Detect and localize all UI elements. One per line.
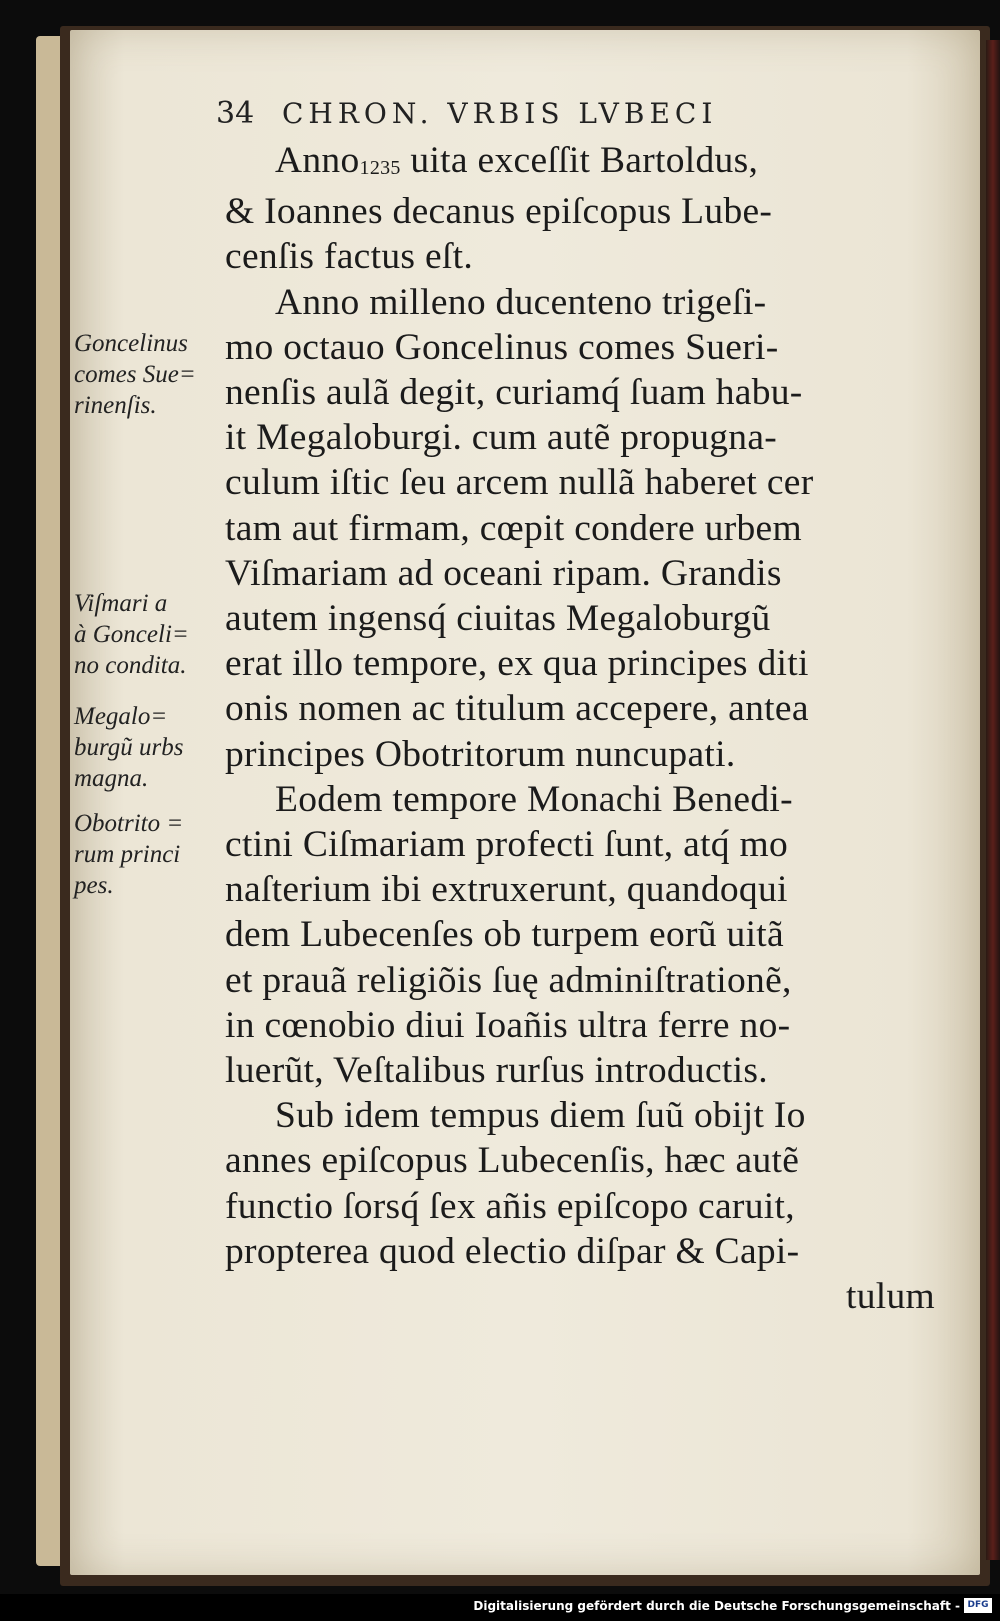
text-line-content: nenſis aulã degit, curiamq́ ſuam habu- [225, 372, 803, 414]
text-line-content: luerũt, Veſtalibus rurſus introductis. [225, 1050, 768, 1092]
text-line-content: et prauã religiõis ſuę adminiſtrationẽ, [225, 959, 792, 1001]
year-numeral: 1235 [359, 157, 401, 179]
text-line [225, 1184, 935, 1229]
text-line-content: Eodem tempore Monachi Benedi- [275, 778, 793, 820]
text-line [225, 1003, 935, 1048]
text-line-content: Sub idem tempus diem ſuũ obijt Io [275, 1095, 806, 1137]
margin-note-line: pes. [74, 872, 114, 899]
margin-note-line: rum princi [74, 841, 181, 868]
text-line-content: functio ſorsq́ ſex añis epiſcopo caruit, [225, 1185, 795, 1227]
text-line [225, 370, 935, 415]
text-line [225, 1138, 935, 1183]
text-line-content: Anno milleno ducenteno trigeſi- [275, 281, 767, 323]
text-line-content: in cœnobio diui Ioañis ultra ferre no- [225, 1004, 791, 1046]
text-line-content: uita exceſſit Bartoldus, [400, 140, 759, 181]
margin-note-line: Goncelinus [74, 330, 188, 357]
running-title: CHRON. VRBIS LVBECI [282, 97, 718, 130]
text-line [225, 138, 935, 189]
margin-note-obotriti [74, 808, 224, 901]
text-line [225, 596, 935, 641]
text-line [225, 686, 935, 731]
text-line [225, 280, 935, 325]
text-line-content: erat illo tempore, ex qua principes diti [225, 643, 809, 685]
text-line-content: cenſis factus eſt. [225, 236, 474, 278]
text-line-content: tulum [845, 1276, 935, 1318]
text-line [225, 551, 935, 596]
text-line-content: onis nomen ac titulum accepere, antea [225, 688, 809, 730]
text-line [225, 822, 935, 867]
margin-note-line: no condita. [74, 652, 187, 679]
adjacent-page-edge [986, 40, 1000, 1560]
main-text-block [225, 138, 935, 1319]
margin-note-line: rinenſis. [74, 392, 157, 419]
text-line [225, 867, 935, 912]
text-line-content: ctini Ciſmariam profecti ſunt, atq́ mo [225, 824, 789, 866]
margin-note-line: magna. [74, 765, 149, 792]
text-line-content: autem ingensq́ ciuitas Megaloburgũ [225, 598, 771, 640]
text-line-content: culum iſtic ſeu arcem nullã haberet cer [225, 462, 814, 504]
text-line [225, 1274, 935, 1319]
margin-note-megaloburgum [74, 701, 224, 794]
margin-note-line: comes Sue= [74, 361, 196, 388]
text-line-content: tam aut firmam, cœpit condere urbem [225, 507, 802, 549]
margin-note-line: à Gonceli= [74, 621, 189, 648]
text-line [225, 641, 935, 686]
text-line-content: Viſmariam ad oceani ripam. Grandis [225, 552, 782, 594]
text-line [225, 1048, 935, 1093]
funding-credit: Digitalisierung gefördert durch die Deutsche Forschungsgemeinschaft - [473, 1599, 960, 1613]
margin-note-vismaria [74, 588, 224, 681]
text-line-content: & Ioannes decanus epiſcopus Lube- [225, 191, 773, 233]
text-line-content: naſterium ibi extruxerunt, quandoqui [225, 869, 788, 911]
text-line [225, 189, 935, 234]
text-line [225, 325, 935, 370]
text-line-content: annes epiſcopus Lubecenſis, hæc autẽ [225, 1140, 800, 1182]
text-line-content: principes Obotritorum nuncupati. [225, 733, 736, 775]
text-line [225, 1093, 935, 1138]
text-line [225, 506, 935, 551]
text-line-content: propterea quod electio diſpar & Capi- [225, 1230, 800, 1272]
text-line-content: mo octauo Goncelinus comes Sueri- [225, 326, 779, 368]
text-line [225, 234, 935, 279]
margin-note-line: Viſmari a [74, 590, 168, 617]
margin-note-line: Obotrito = [74, 810, 184, 837]
text-line [225, 958, 935, 1003]
text-line-content: Anno [275, 140, 360, 181]
text-line [225, 460, 935, 505]
text-line [225, 777, 935, 822]
text-line-content: it Megaloburgi. cum autẽ propugna- [225, 417, 778, 459]
margin-note-line: Megalo= [74, 703, 168, 730]
text-line [225, 732, 935, 777]
text-line [225, 415, 935, 460]
page-number: 34 [216, 96, 255, 131]
text-line [225, 1229, 935, 1274]
text-line [225, 912, 935, 957]
dfg-logo: DFG [964, 1598, 992, 1613]
margin-note-goncelinus [74, 328, 224, 421]
running-header [216, 96, 906, 131]
margin-note-line: burgũ urbs [74, 734, 184, 761]
text-line-content: dem Lubecenſes ob turpem eorũ uitã [225, 914, 784, 956]
